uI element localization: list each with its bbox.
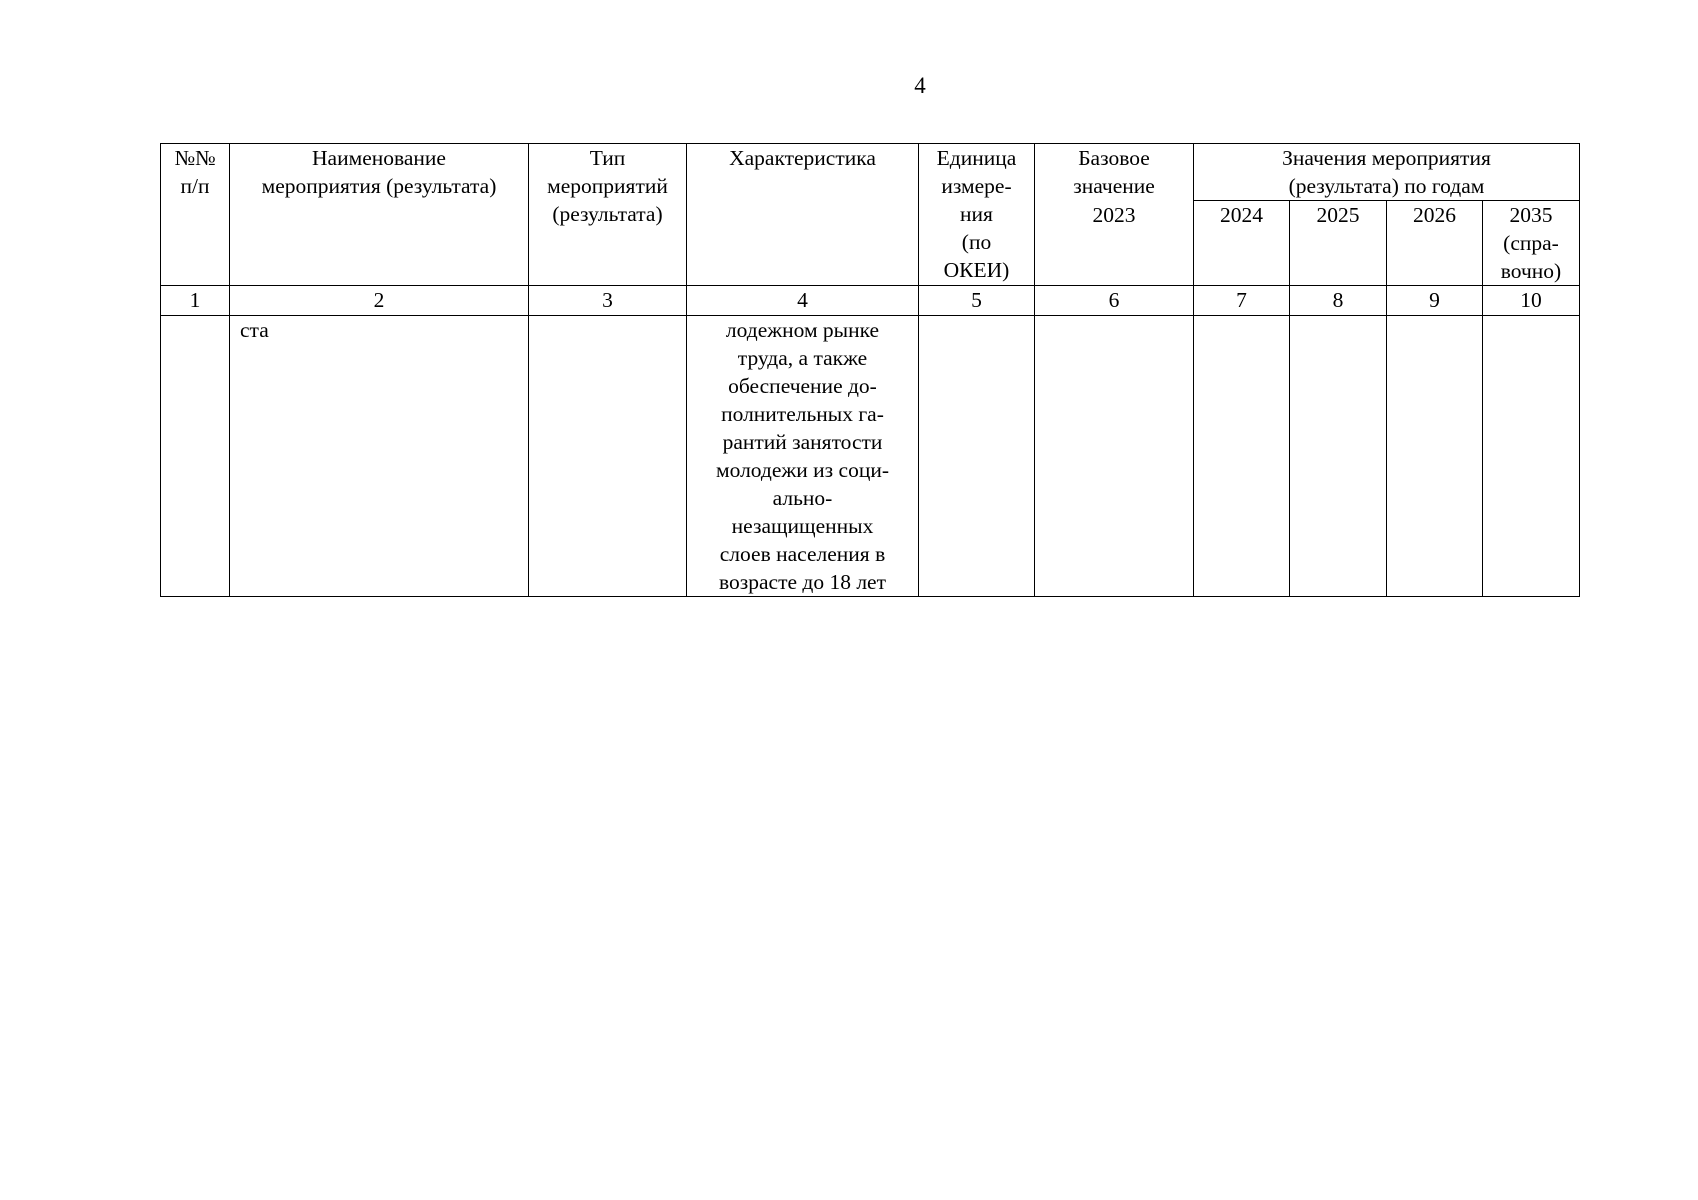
cell-name: ста [230, 316, 529, 597]
cell-2035 [1483, 316, 1580, 597]
header-year-2025: 2025 [1290, 201, 1387, 286]
cell-base [1035, 316, 1194, 597]
cell-unit [919, 316, 1035, 597]
cell-2026 [1387, 316, 1483, 597]
column-number: 3 [529, 286, 687, 316]
column-number: 5 [919, 286, 1035, 316]
header-unit: Единица измере- ния (по ОКЕИ) [919, 144, 1035, 286]
header-name: Наименование мероприятия (результата) [230, 144, 529, 286]
cell-type [529, 316, 687, 597]
column-number: 7 [1194, 286, 1290, 316]
header-num: №№ п/п [161, 144, 230, 286]
header-characteristic: Характеристика [687, 144, 919, 286]
header-year-2035: 2035 (спра- вочно) [1483, 201, 1580, 286]
header-year-2026: 2026 [1387, 201, 1483, 286]
header-base: Базовое значение [1035, 144, 1194, 201]
cell-2024 [1194, 316, 1290, 597]
column-number: 9 [1387, 286, 1483, 316]
cell-2025 [1290, 316, 1387, 597]
column-number: 1 [161, 286, 230, 316]
column-number: 8 [1290, 286, 1387, 316]
column-number: 2 [230, 286, 529, 316]
header-year-2024: 2024 [1194, 201, 1290, 286]
cell-num [161, 316, 230, 597]
measures-table [160, 143, 1580, 597]
header-type: Тип мероприятий (результата) [529, 144, 687, 286]
column-number: 10 [1483, 286, 1580, 316]
column-numbers-row [161, 286, 1580, 316]
column-number: 6 [1035, 286, 1194, 316]
header-row-1 [161, 144, 1580, 201]
header-base-year: 2023 [1035, 201, 1194, 286]
page-number: 4 [914, 73, 926, 98]
table-row [161, 316, 1580, 597]
column-number: 4 [687, 286, 919, 316]
header-values-group: Значения мероприятия (результата) по годам [1194, 144, 1580, 201]
cell-characteristic: лодежном рынке труда, а также обеспечение до- полнительных га- рантий занятости молодежи из соци- ально- незащищенных слоев населения в возрасте до 18 лет [687, 316, 919, 597]
